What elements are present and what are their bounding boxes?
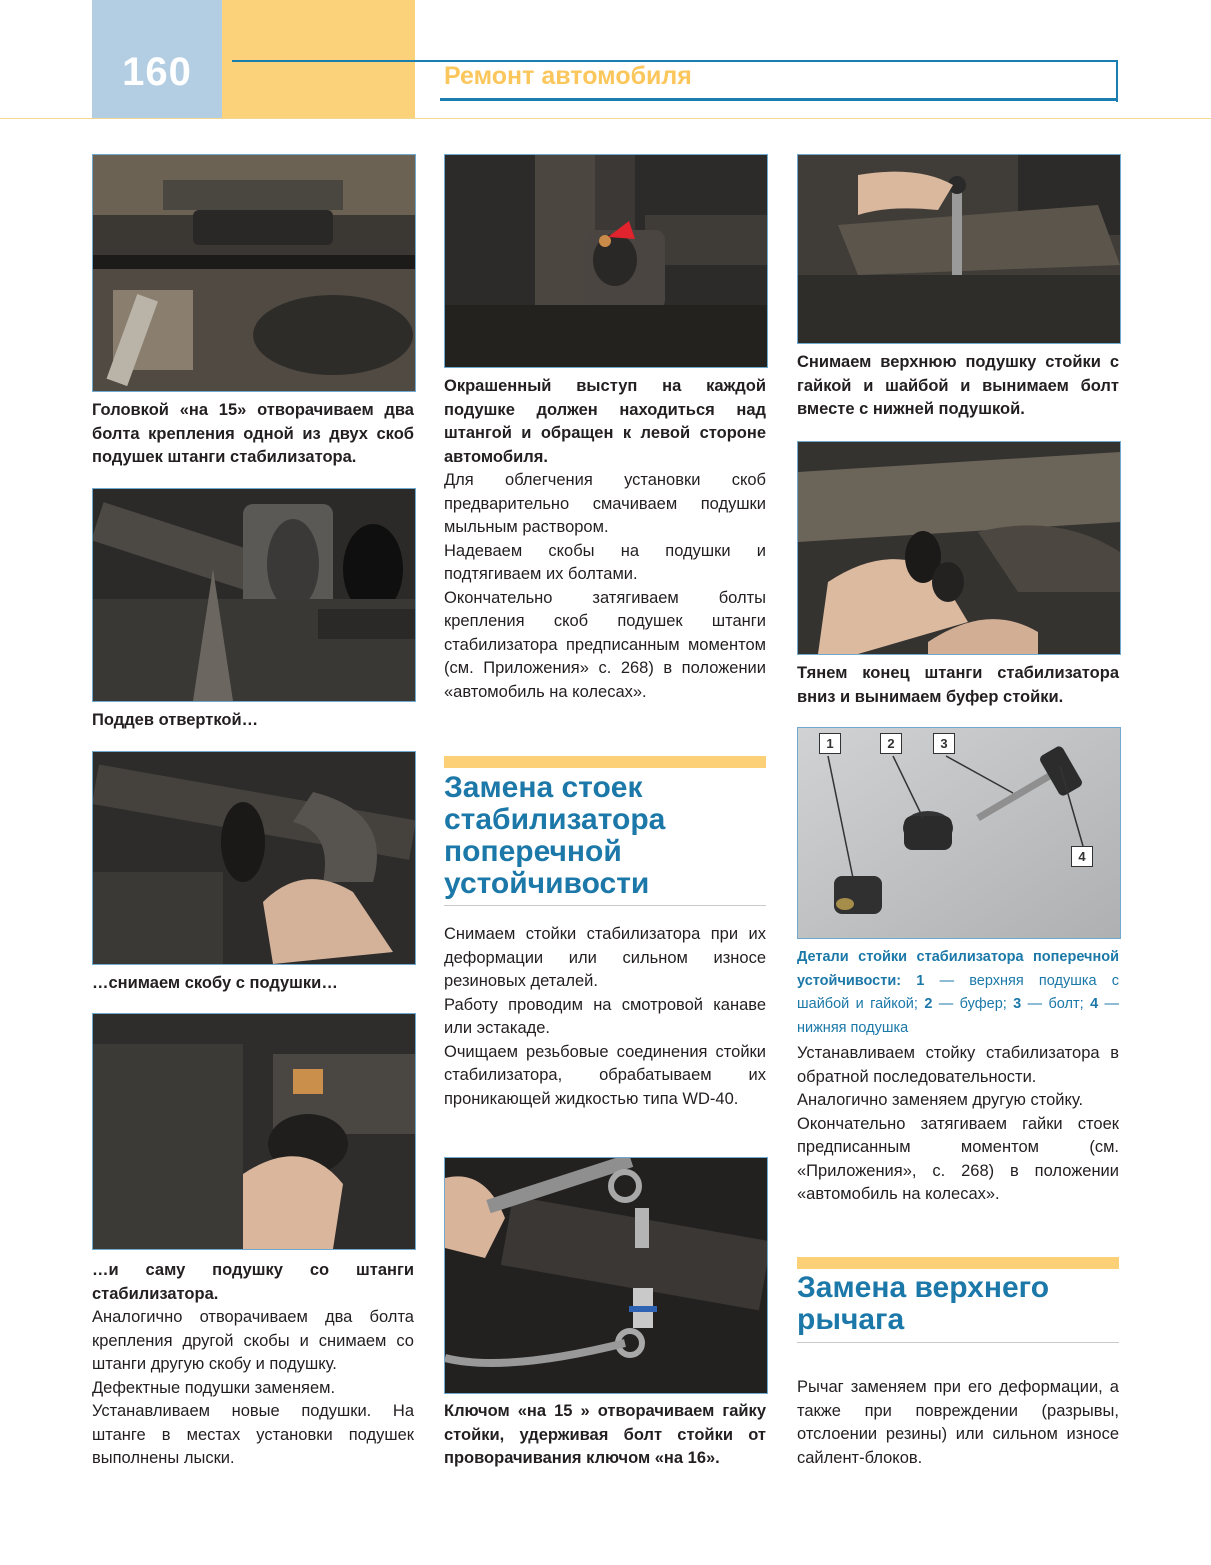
paragraph: Аналогично заменяем другую стойку. [797,1091,1084,1109]
caption-wrench [444,1400,766,1471]
part-label-1: 1 [819,733,841,754]
photo-pry-screwdriver [92,488,416,702]
col2-text-block [444,375,766,704]
heading-line: Замена стоек [444,771,643,804]
legend-text: — нижняя подушка [797,996,1120,1036]
paragraph: Аналогично отворачиваем два болта крепления другой скобы и снимаем со штанги другую скобу и подушку. [92,1308,414,1373]
col2-section-text [444,923,766,1111]
section-rule [444,905,766,906]
header-rule [440,98,1118,101]
photo-remove-upper-bushing [797,154,1121,344]
caption-text: Ключом «на 15 » отворачиваем гайку стойки, удерживая болт стойки от проворачивания ключом «на 16». [444,1402,766,1467]
legend-num: 1 [916,972,925,989]
photo-link-parts [797,727,1121,939]
paragraph: Очищаем резьбовые соединения стойки стабилизатора, обрабатываем их проникающей жидкостью типа WD-40. [444,1042,766,1108]
part-label-3: 3 [933,733,955,754]
caption-remove-bracket [92,972,414,996]
col1-text-block [92,1259,414,1471]
section-accent-bar [797,1257,1119,1269]
heading-line: рычага [797,1303,905,1336]
section-heading-upper-arm [797,1272,1119,1336]
section-heading-stabilizer-links [444,772,766,900]
caption-text: Тянем конец штанги стабилизатора вниз и вынимаем буфер стойки. [797,664,1119,706]
photo-stabilizer-bar-bolts [92,154,416,392]
photo-painted-tab [444,154,768,368]
caption-text: …и саму подушку со штанги стабилизатора. [92,1261,414,1303]
col3-section-text [797,1376,1119,1470]
photo-remove-bracket [92,751,416,965]
legend-text: — болт; [1027,996,1084,1012]
legend-text: — верхняя подушка с шайбой и гайкой; [797,972,1120,1012]
caption-remove-buffer [797,662,1119,709]
paragraph: Для облегчения установки скоб предварительно смачиваем подушки мыльным раствором. [444,471,766,536]
caption-text: Окрашенный выступ на каждой подушке должен находиться над штангой и обращен к левой стороне автомобиля. [444,377,766,466]
paragraph: Устанавливаем стойку стабилизатора в обратной последовательности. [797,1044,1119,1086]
heading-line: Замена верхнего [797,1271,1050,1304]
diagram-caption-title: Детали стойки стабилизатора поперечной устойчивости: [797,949,1119,989]
header-band [222,0,415,118]
legend-num: 2 [924,996,933,1012]
caption-text: Снимаем верхнюю подушку стойки с гайкой и шайбой и вынимаем болт вместе с нижней подушкой. [797,353,1119,418]
col3-text-block [797,1042,1119,1207]
paragraph: Окончательно затягиваем гайки стоек предписанным моментом (см. «Приложения», с. 268) в положении «автомобиль на колесах». [797,1114,1119,1203]
page-number: 160 [122,50,192,94]
heading-line: устойчивости [444,867,650,900]
paragraph: Окончательно затягиваем болты крепления скоб подушек штанги стабилизатора предписанным моментом (см. Приложения» с. 268) в положении «автомобиль на колесах». [444,588,766,701]
part-label-2: 2 [880,733,902,754]
header-divider [0,118,1211,119]
photo-remove-buffer [797,441,1121,655]
paragraph: Надеваем скобы на подушки и подтягиваем их болтами. [444,541,766,583]
part-label-4: 4 [1071,846,1093,867]
legend-text: — буфер; [938,996,1007,1012]
paragraph: Устанавливаем новые подушки. На штанге в местах установки подушек выполнены лыски. [92,1402,414,1467]
header-rule [1116,60,1118,102]
paragraph: Работу проводим на смотровой канаве или эстакаде. [444,995,766,1037]
diagram-caption [797,946,1119,1040]
caption-text: …снимаем скобу с подушки… [92,974,338,992]
heading-line: стабилизатора [444,803,666,836]
caption-remove-bolts [92,399,414,470]
paragraph: Рычаг заменяем при его деформации, а также при повреждении (разрывы, отслоении резины) или сильном износе сайлент-блоков. [797,1378,1119,1467]
section-header-title: Ремонт автомобиля [444,62,692,90]
photo-wrench-nut [444,1157,768,1394]
paragraph: Снимаем стойки стабилизатора при их деформации или сильном износе резиновых деталей. [444,925,766,990]
legend-num: 3 [1013,996,1022,1012]
heading-line: поперечной [444,835,622,868]
photo-remove-bushing [92,1013,416,1250]
section-accent-bar [444,756,766,768]
legend-num: 4 [1090,996,1099,1012]
section-rule [797,1342,1119,1343]
caption-remove-upper-bushing [797,351,1119,422]
caption-text: Поддев отверткой… [92,711,259,729]
paragraph: Дефектные подушки заменяем. [92,1378,336,1397]
caption-text: Головкой «на 15» отворачиваем два болта крепления одной из двух скоб подушек штанги стабилизатора. [92,401,414,466]
caption-pry [92,709,414,733]
